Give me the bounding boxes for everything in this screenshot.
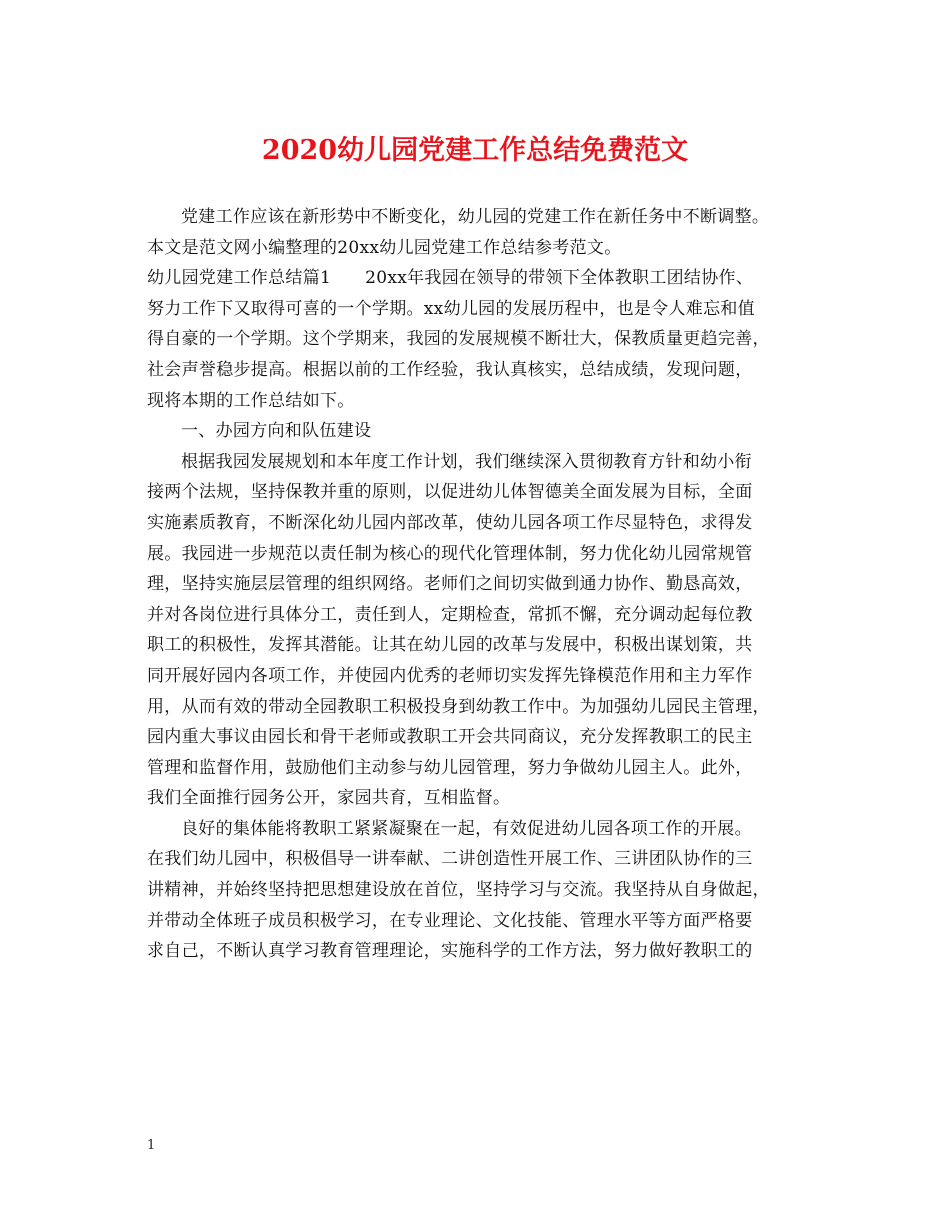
- text-line: [147, 539, 807, 570]
- text-line: [147, 692, 807, 723]
- text-line-content: 园内重大事议由园长和骨干老师或教职工开会共同商议，充分发挥教职工的民主: [147, 727, 753, 748]
- text-line-content: 得自豪的一个学期。这个学期来，我园的发展规模不断壮大，保教质量更趋完善，: [147, 329, 770, 350]
- text-line: [147, 477, 807, 508]
- text-line-content: 党建工作应该在新形势中不断变化，幼儿园的党建工作在新任务中不断调整。: [181, 207, 770, 227]
- text-line-content: 展。我园进一步规范以责任制为核心的现代化管理体制，努力优化幼儿园常规管: [147, 543, 753, 564]
- text-line: [147, 324, 807, 355]
- text-line-content: 根据我园发展规划和本年度工作计划，我们继续深入贯彻教育方针和幼小衔: [181, 451, 752, 472]
- text-line: [147, 661, 807, 692]
- text-line-content: 实施素质教育，不断深化幼儿园内部改革，使幼儿园各项工作尽显特色，求得发: [147, 512, 753, 533]
- text-line: [147, 202, 807, 233]
- text-line-content: 本文是范文网小编整理的20xx幼儿园党建工作总结参考范文。: [147, 237, 622, 258]
- text-line: [147, 569, 807, 600]
- text-line-content: 接两个法规，坚持保教并重的原则，以促进幼儿体智德美全面发展为目标，全面: [147, 482, 753, 503]
- text-line: [147, 814, 807, 845]
- text-line-content: 我们全面推行园务公开，家园共育，互相监督。: [147, 788, 511, 809]
- text-line-content: 良好的集体能将教职工紧紧凝聚在一起，有效促进幼儿园各项工作的开展。: [181, 818, 752, 839]
- text-line-content: 并对各岗位进行具体分工，责任到人，定期检查，常抓不懈，充分调动起每位教: [147, 604, 753, 625]
- text-line: [147, 722, 807, 753]
- document-title: 2020幼儿园党建工作总结免费范文: [261, 135, 689, 166]
- text-line-content: 社会声誉稳步提高。根据以前的工作经验，我认真核实，总结成绩，发现问题，: [147, 359, 753, 380]
- text-line: [147, 355, 807, 386]
- text-line: [147, 263, 807, 294]
- text-line-content: 在我们幼儿园中，积极倡导一讲奉献、二讲创造性开展工作、三讲团队协作的三: [147, 849, 753, 870]
- text-line-content: 讲精神，并始终坚持把思想建设放在首位，坚持学习与交流。我坚持从自身做起，: [147, 880, 770, 901]
- text-line: [147, 783, 807, 814]
- text-line: [147, 875, 807, 906]
- text-line-content-continued: 20xx年我园在领导的带领下全体教职工团结协作、: [365, 268, 754, 289]
- text-line: [147, 447, 807, 478]
- page-number: 1: [147, 1138, 156, 1153]
- text-line: [147, 600, 807, 631]
- text-line-content: 理，坚持实施层层管理的组织网络。老师们之间切实做到通力协作、勤恳高效，: [147, 574, 753, 595]
- text-line: [147, 294, 807, 325]
- text-line-content: 现将本期的工作总结如下。: [147, 390, 355, 411]
- text-line: [147, 753, 807, 784]
- text-line: [147, 233, 807, 264]
- text-line-content: 求自己，不断认真学习教育管理理论，实施科学的工作方法，努力做好教职工的: [147, 941, 753, 962]
- text-line: [147, 508, 807, 539]
- text-line-content: 用，从而有效的带动全园教职工积极投身到幼教工作中。为加强幼儿园民主管理，: [147, 696, 770, 717]
- text-line-content: 幼儿园党建工作总结篇1: [147, 268, 332, 289]
- text-line-content: 一、办园方向和队伍建设: [181, 421, 372, 442]
- text-line-content: 同开展好园内各项工作，并使园内优秀的老师切实发挥先锋模范作用和主力军作: [147, 665, 753, 686]
- text-line-content: 努力工作下又取得可喜的一个学期。xx幼儿园的发展历程中，也是令人难忘和值: [147, 298, 755, 319]
- document-body: [147, 202, 807, 967]
- text-line: [147, 386, 807, 417]
- text-line-content: 管理和监督作用，鼓励他们主动参与幼儿园管理，努力争做幼儿园主人。此外，: [147, 757, 753, 778]
- text-line: [147, 630, 807, 661]
- text-line: [147, 416, 807, 447]
- text-line-content: 并带动全体班子成员积极学习，在专业理论、文化技能、管理水平等方面严格要: [147, 910, 753, 931]
- text-line: [147, 906, 807, 937]
- text-line-content: 职工的积极性，发挥其潜能。让其在幼儿园的改革与发展中，积极出谋划策，共: [147, 635, 753, 656]
- text-line: [147, 936, 807, 967]
- text-line: [147, 844, 807, 875]
